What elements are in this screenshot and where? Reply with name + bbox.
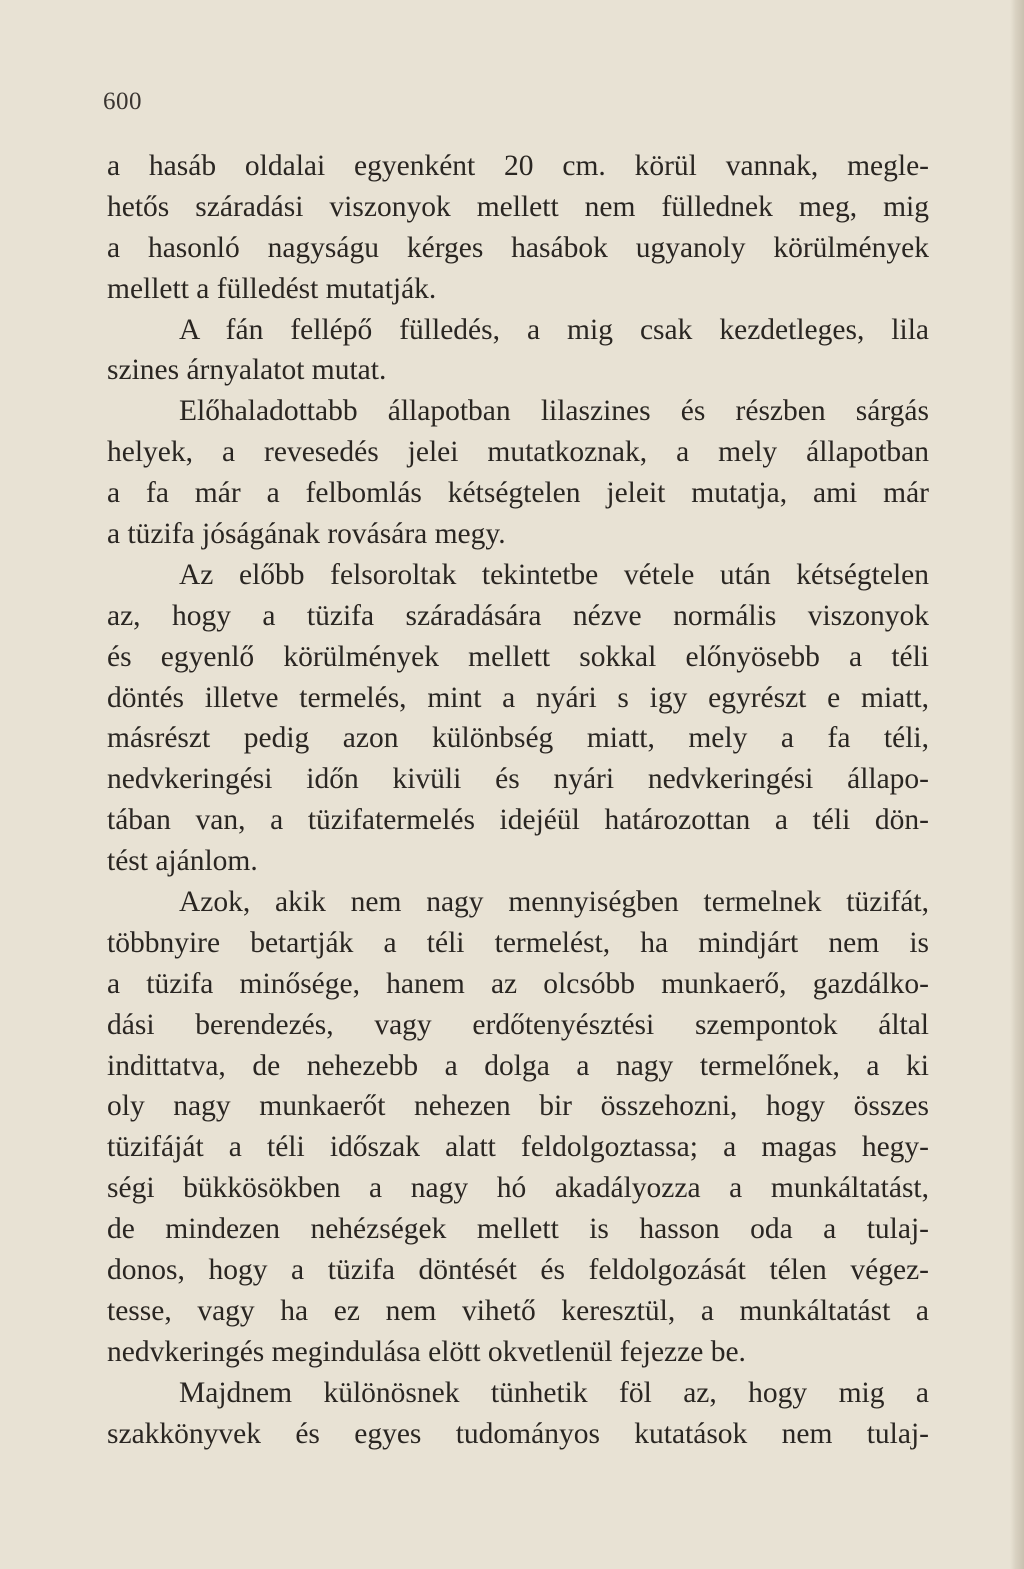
text-line: oly nagy munkaerőt nehezen bir összehozni, hogy összes (107, 1090, 929, 1123)
text-line: helyek, a revesedés jelei mutatkoznak, a mely állapotban (107, 436, 929, 469)
text-line: tesse, vagy ha ez nem vihető keresztül, a munkáltatást a (107, 1294, 929, 1327)
text-line: döntés illetve termelés, mint a nyári s igy egyrészt e miatt, (107, 681, 929, 714)
page-number: 600 (103, 88, 142, 115)
text-line: indittatva, de nehezebb a dolga a nagy termelőnek, a ki (107, 1049, 929, 1082)
text-line: donos, hogy a tüzifa döntését és feldolgozását télen végez- (107, 1254, 929, 1287)
text-line: dási berendezés, vagy erdőtenyésztési szempontok által (107, 1008, 929, 1041)
text-line: tüzifáját a téli időszak alatt feldolgoztassa; a magas hegy- (107, 1131, 929, 1164)
text-line: szines árnyalatot mutat. (107, 354, 387, 387)
text-line: ségi bükkösökben a nagy hó akadályozza a munkáltatást, (107, 1172, 929, 1205)
text-line: nedvkeringés megindulása elött okvetlenül fejezze be. (107, 1335, 746, 1368)
text-line: a fa már a felbomlás kétségtelen jeleit mutatja, ami már (107, 477, 929, 510)
text-line: a hasáb oldalai egyenként 20 cm. körül vannak, megle- (107, 150, 929, 182)
text-line: Majdnem különösnek tünhetik föl az, hogy mig a (179, 1376, 929, 1409)
text-line: a tüzifa minősége, hanem az olcsóbb munkaerő, gazdálko- (107, 967, 929, 1000)
text-line: hetős száradási viszonyok mellett nem füllednek meg, mig (107, 190, 929, 223)
text-line: Előhaladottabb állapotban lilaszines és részben sárgás (179, 395, 929, 428)
text-line: a tüzifa jóságának rovására megy. (107, 518, 506, 551)
text-line: tában van, a tüzifatermelés idejéül határozottan a téli dön- (107, 804, 929, 837)
text-line: nedvkeringési időn kivüli és nyári nedvkeringési állapo- (107, 763, 929, 796)
text-line: másrészt pedig azon különbség miatt, mely a fa téli, (107, 722, 929, 755)
text-line: szakkönyvek és egyes tudományos kutatások nem tulaj- (107, 1417, 929, 1450)
text-line: a hasonló nagyságu kérges hasábok ugyanoly körülmények (107, 231, 929, 264)
text-line: Az előbb felsoroltak tekintetbe vétele után kétségtelen (179, 558, 929, 591)
text-line: az, hogy a tüzifa száradására nézve normális viszonyok (107, 599, 929, 632)
page-edge-shadow (1010, 0, 1024, 1569)
text-line: Azok, akik nem nagy mennyiségben termelnek tüzifát, (179, 886, 929, 919)
body-text (107, 146, 929, 1455)
text-line: többnyire betartják a téli termelést, ha mindjárt nem is (107, 926, 929, 959)
text-line: tést ajánlom. (107, 845, 258, 878)
text-line: mellett a fülledést mutatják. (107, 272, 437, 305)
text-line: de mindezen nehézségek mellett is hasson oda a tulaj- (107, 1213, 929, 1246)
text-line: és egyenlő körülmények mellett sokkal előnyösebb a téli (107, 640, 929, 673)
text-line: A fán fellépő fülledés, a mig csak kezdetleges, lila (179, 313, 929, 346)
